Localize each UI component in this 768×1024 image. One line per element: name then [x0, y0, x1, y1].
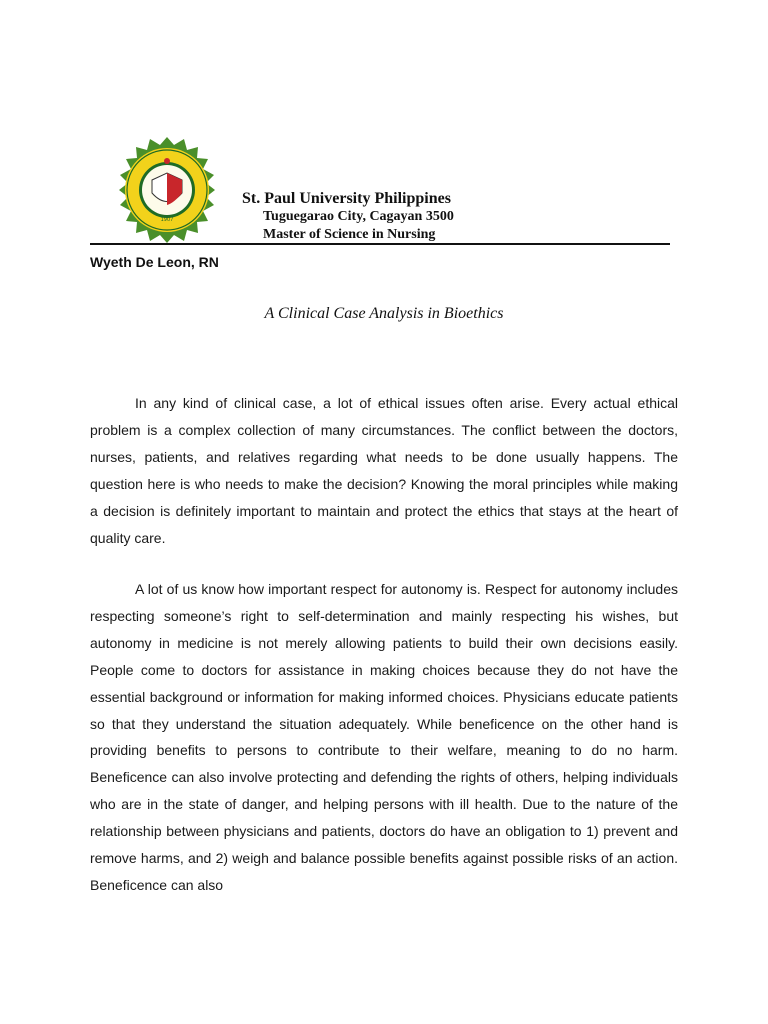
header-divider [90, 243, 670, 245]
institution-name: St. Paul University Philippines [242, 190, 451, 207]
paragraph: A lot of us know how important respect for autonomy is. Respect for autonomy includes respecting someone’s right to self-determination and mainly respecting his wishes, but autonomy in medicine is not merely allowing patients to build their own decisions easily. People come to doctors for assistance in making choices because they do not have the essential background or information for making informed choices. Physicians educate patients so that they understand the situation adequately. While beneficence on the other hand is providing benefits to persons to contribute to their welfare, meaning to do no harm. Beneficence can also involve protecting and defending the rights of others, helping individuals who are in the state of danger, and helping persons with ill health. Due to the nature of the relationship between physicians and patients, doctors do have an obligation to 1) prevent and remove harms, and 2) weigh and balance possible benefits against possible risks of an action. Beneficence can also [90, 581, 678, 893]
paragraph: In any kind of clinical case, a lot of ethical issues often arise. Every actual ethical problem is a complex collection of many circumstances. The conflict between the doctors, nurses, patients, and relatives regarding what needs to be done usually happens. The question here is who needs to make the decision? Knowing the moral principles while making a decision is definitely important to maintain and protect the ethics that stays at the heart of quality care. [90, 395, 678, 546]
program-name: Master of Science in Nursing [263, 227, 436, 242]
author-name: Wyeth De Leon, RN [90, 254, 219, 270]
document-title: A Clinical Case Analysis in Bioethics [264, 305, 504, 322]
institution-address: Tuguegarao City, Cagayan 3500 [263, 209, 454, 224]
institution-header [242, 190, 502, 244]
svg-text:1907: 1907 [160, 217, 174, 223]
university-seal-icon [112, 135, 222, 245]
